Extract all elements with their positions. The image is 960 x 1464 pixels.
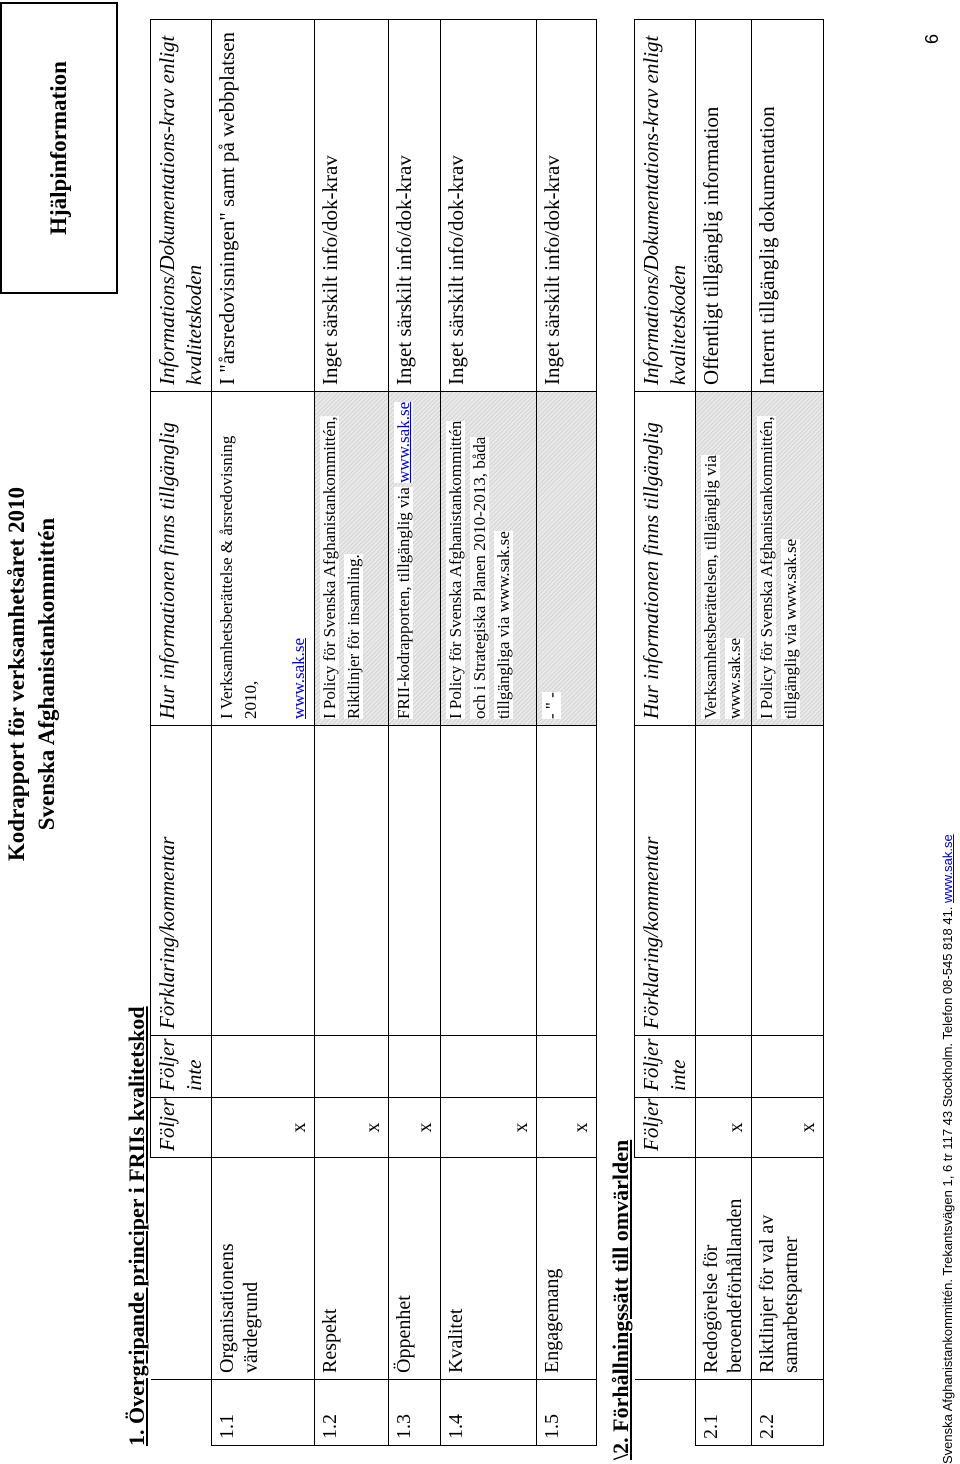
how-available: I Policy för Svenska Afghanistankommittén, Riktlinjer för insamling. bbox=[315, 392, 389, 726]
requirement: Internt tillgänglig dokumentation bbox=[752, 20, 824, 392]
sak-link[interactable]: www.sak.se bbox=[394, 401, 413, 483]
row-number: 1.3 bbox=[389, 1380, 441, 1446]
section1-table bbox=[150, 19, 597, 1446]
help-info-box[interactable] bbox=[0, 2, 118, 294]
follows-mark: x bbox=[212, 1098, 315, 1158]
row-label: Organisationens värdegrund bbox=[212, 1158, 315, 1380]
col-how: Hur informationen finns tillgänglig bbox=[151, 392, 212, 726]
how-available: I Policy för Svenska Afghanistankommittén, tillgänglig via www.sak.se bbox=[752, 392, 824, 726]
how-available: Verksamhetsberättelsen, tillgänglig via www.sak.se bbox=[696, 392, 752, 726]
follows-mark: x bbox=[389, 1098, 441, 1158]
row-number: 2.2 bbox=[752, 1380, 824, 1446]
follows-mark: x bbox=[441, 1098, 537, 1158]
section2-header-row bbox=[635, 20, 696, 1446]
col-not-follows: Följer inte bbox=[151, 1036, 212, 1098]
row-label: Riktlinjer för val av samarbetspartner bbox=[752, 1158, 824, 1380]
section2-title: \2. Förhållningssätt till omvärlden bbox=[608, 1139, 633, 1460]
requirement: Offentligt tillgänglig information bbox=[696, 20, 752, 392]
col-follows: Följer bbox=[635, 1098, 696, 1158]
row-number: 1.4 bbox=[441, 1380, 537, 1446]
table-row bbox=[752, 20, 824, 1446]
page-number: 6 bbox=[922, 33, 942, 44]
page-footer: Svenska Afghanistankommittén. Trekantsvägen 1, 6 tr 117 43 Stockholm. Telefon 08-545 818 41. www.sak.se bbox=[940, 834, 955, 1464]
section1-header-row bbox=[151, 20, 212, 1446]
row-number: 1.2 bbox=[315, 1380, 389, 1446]
how-available: I Verksamhetsberättelse & årsredovisning 2010, www.sak.se bbox=[212, 392, 315, 726]
col-how: Hur informationen finns tillgänglig bbox=[635, 392, 696, 726]
row-label: Engagemang bbox=[537, 1158, 597, 1380]
follows-mark: x bbox=[752, 1098, 824, 1158]
follows-mark: x bbox=[696, 1098, 752, 1158]
row-label: Respekt bbox=[315, 1158, 389, 1380]
document-title: Kodrapport för verksamhetsåret 2010 bbox=[4, 486, 29, 862]
organization-name: Svenska Afghanistankommittén bbox=[34, 517, 59, 831]
how-available: - " - bbox=[537, 392, 597, 726]
table-row bbox=[389, 20, 441, 1446]
requirement: Inget särskilt info/dok-krav bbox=[441, 20, 537, 392]
section2-table bbox=[634, 19, 824, 1446]
follows-mark: x bbox=[537, 1098, 597, 1158]
col-requirement: Informations/Dokumentations-krav enligt kvalitetskoden bbox=[151, 20, 212, 392]
row-label: Öppenhet bbox=[389, 1158, 441, 1380]
col-requirement: Informations/Dokumentations-krav enligt kvalitetskoden bbox=[635, 20, 696, 392]
row-label: Redogörelse för beroendeförhållanden bbox=[696, 1158, 752, 1380]
section1-title: 1. Övergripande principer i FRIIs kvalitetskod bbox=[124, 1006, 149, 1446]
requirement: Inget särskilt info/dok-krav bbox=[389, 20, 441, 392]
table-row bbox=[696, 20, 752, 1446]
col-follows: Följer bbox=[151, 1098, 212, 1158]
row-number: 1.1 bbox=[212, 1380, 315, 1446]
follows-mark: x bbox=[315, 1098, 389, 1158]
requirement: Inget särskilt info/dok-krav bbox=[537, 20, 597, 392]
table-row bbox=[212, 20, 315, 1446]
row-number: 1.5 bbox=[537, 1380, 597, 1446]
how-available: FRII-kodrapporten, tillgänglig via www.sak.se bbox=[389, 392, 441, 726]
row-number: 2.1 bbox=[696, 1380, 752, 1446]
help-info-label: Hjälpinformation bbox=[46, 61, 71, 235]
row-label: Kvalitet bbox=[441, 1158, 537, 1380]
col-explanation: Förklaring/kommentar bbox=[151, 726, 212, 1036]
table-row bbox=[537, 20, 597, 1446]
footer-link[interactable]: www.sak.se bbox=[940, 834, 955, 903]
requirement: Inget särskilt info/dok-krav bbox=[315, 20, 389, 392]
requirement: I "årsredovisningen" samt på webbplatsen bbox=[212, 20, 315, 392]
col-explanation: Förklaring/kommentar bbox=[635, 726, 696, 1036]
col-not-follows: Följer inte bbox=[635, 1036, 696, 1098]
sak-link[interactable]: www.sak.se bbox=[289, 637, 308, 719]
how-available: I Policy för Svenska Afghanistankommittén och i Strategiska Planen 2010-2013, båda tillgängliga via www.sak.se bbox=[441, 392, 537, 726]
table-row bbox=[315, 20, 389, 1446]
table-row bbox=[441, 20, 537, 1446]
